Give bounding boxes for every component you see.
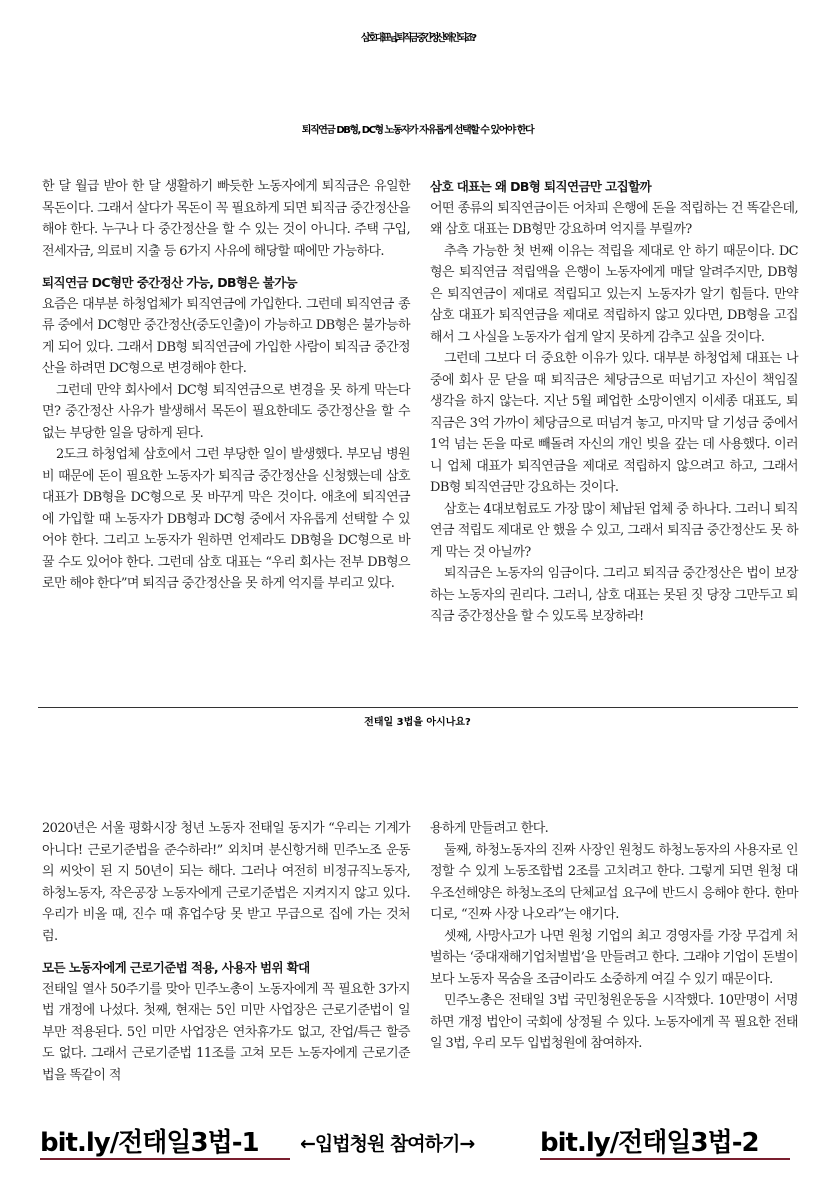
article2-left-column bbox=[42, 818, 410, 1086]
petition-link-2[interactable]: bit.ly/전태일3법-2 bbox=[540, 1128, 759, 1158]
petition-link-1[interactable]: bit.ly/전태일3법-1 bbox=[40, 1128, 259, 1158]
body-paragraph: 민주노총은 전태일 3법 국민청원운동을 시작했다. 10만명이 서명하면 개정 법안이 국회에 상정될 수 있다. 노동자에게 꼭 필요한 전태일 3법, 우리 모두 입법청원에 참여하자. bbox=[430, 993, 798, 1051]
body-paragraph: 2도크 하청업체 삼호에서 그런 부당한 일이 발생했다. 부모님 병원비 때문에 돈이 필요한 노동자가 퇴직금 중간정산을 신청했는데 삼호 대표가 DB형을 DC형으로 못 바꾸게 막은 것이다. 애초에 퇴직연금에 가입할 때 노동자가 DB형과 DC형 중에서 자유롭게 선택할 수 있어야 한다. 그리고 노동자가 원하면 언제라도 DB형을 DC형으로 바꿀 수도 있어야 한다. 그런데 삼호 대표는 “우리 회사는 전부 DB형으로만 해야 한다”며 퇴직금 중간정산을 못 하게 억지를 부리고 있다. bbox=[42, 447, 410, 591]
body-paragraph: 한 달 월급 받아 한 달 생활하기 빠듯한 노동자에게 퇴직금은 유일한 목돈이다. 그래서 살다가 목돈이 꼭 필요하게 되면 퇴직금 중간정산을 해야 한다. 누구나 다 중간정산을 할 수 있는 것이 아니다. 주택 구입, 전세자금, 의료비 지출 등 6가지 사유에 해당할 때에만 가능하다. bbox=[42, 179, 410, 259]
section-divider bbox=[38, 707, 798, 708]
body-paragraph: 둘째, 하청노동자의 진짜 사장인 원청도 하청노동자의 사용자로 인정할 수 있게 노동조합법 2조를 고치려고 한다. 그렇게 되면 원청 대우조선해양은 하청노조의 단체교섭 요구에 반드시 응해야 한다. 한마디로, “진짜 사장 나오라”는 얘기다. bbox=[430, 842, 798, 922]
body-paragraph: 그런데 그보다 더 중요한 이유가 있다. 대부분 하청업체 대표는 나중에 회사 문 닫을 때 퇴직금은 체당금으로 떠넘기고 자신이 책임질 생각을 하지 않는다. 지난 5월 폐업한 소망이엔지 이세종 대표도, 퇴직금은 3억 가까이 체당금으로 떠넘겨 놓고, 마지막 달 기성금 중에서 1억 넘는 돈을 따로 빼돌려 자신의 개인 빚을 갚는 데 사용했다. 이러니 업체 대표가 퇴직연금을 제대로 적립하지 않으려고 하고, 그래서 DB형 퇴직연금만 강요하는 것이다. bbox=[430, 351, 798, 495]
body-paragraph: 그런데 만약 회사에서 DC형 퇴직연금으로 변경을 못 하게 막는다면? 중간정산 사유가 발생해서 목돈이 필요한데도 중간정산을 할 수 없는 부당한 일을 당하게 된다. bbox=[42, 382, 410, 441]
body-paragraph: 추측 가능한 첫 번째 이유는 적립을 제대로 안 하기 때문이다. DC형은 퇴직연금 적립액을 은행이 노동자에게 매달 알려주지만, DB형은 퇴직연금이 제대로 적립되고 있는지 노동자가 알기 힘들다. 만약 삼호 대표가 퇴직연금을 제대로 적립하지 않고 있다면, DB형을 고집해서 그 사실을 노동자가 쉽게 알지 못하게 감추고 싶을 것이다. bbox=[430, 243, 798, 345]
link-2-underline bbox=[540, 1158, 790, 1160]
article2-headline: 전태일 3법을 아시나요? bbox=[364, 717, 471, 728]
footer-bar bbox=[0, 1123, 835, 1167]
article2-right-column bbox=[430, 818, 798, 1055]
body-paragraph: 셋째, 사망사고가 나면 원청 기업의 최고 경영자를 가장 무겁게 처벌하는 ‘중대재해기업처벌법’을 만들려고 한다. 그래야 기업이 돈벌이보다 노동자 목숨을 조금이라도 소중하게 여길 수 있기 때문이다. bbox=[430, 928, 798, 987]
article1-left-column bbox=[42, 176, 410, 595]
body-paragraph: 퇴직금은 노동자의 임금이다. 그리고 퇴직금 중간정산은 법이 보장하는 노동자의 권리다. 그러니, 삼호 대표는 못된 짓 당장 그만두고 퇴직금 중간정산을 할 수 있도록 보장하라! bbox=[430, 566, 798, 624]
body-paragraph: 용하게 만들려고 한다. bbox=[430, 821, 549, 836]
petition-call-to-action: ←입법청원 참여하기→ bbox=[300, 1133, 475, 1155]
body-paragraph: 어떤 종류의 퇴직연금이든 어차피 은행에 돈을 적립하는 건 똑같은데, 왜 삼호 대표는 DB형만 강요하며 억지를 부릴까? bbox=[430, 200, 798, 237]
body-paragraph: 전태일 열사 50주기를 맞아 민주노총이 노동자에게 꼭 필요한 3가지 법 개정에 나섰다. 첫째, 현재는 5인 미만 사업장은 근로기준법이 일부만 적용된다. 5인 미만 사업장은 연차휴가도 없고, 잔업/특근 할증도 없다. 그래서 근로기준법 11조를 고쳐 모든 노동자에게 근로기준법을 똑같이 적 bbox=[42, 981, 410, 1083]
body-paragraph: 삼호는 4대보험료도 가장 많이 체납된 업체 중 하나다. 그러니 퇴직연금 적립도 제대로 안 했을 수 있고, 그래서 퇴직금 중간정산도 못 하게 막는 것 아닐까? bbox=[430, 501, 798, 560]
link-1-underline bbox=[40, 1158, 290, 1160]
article1-right-column bbox=[430, 176, 798, 628]
article1-headline: 삼호 대표님, 퇴직금 중간정산 왜 안 되죠? bbox=[360, 33, 475, 44]
section-subheading: 삼호 대표는 왜 DB형 퇴직연금만 고집할까 bbox=[430, 179, 652, 194]
article1-subheadline: 퇴직연금 DB형, DC형 노동자가 자유롭게 선택할 수 있어야 한다 bbox=[301, 125, 534, 136]
section-subheading: 퇴직연금 DC형만 중간정산 가능, DB형은 불가능 bbox=[42, 275, 298, 290]
section-subheading: 모든 노동자에게 근로기준법 적용, 사용자 범위 확대 bbox=[42, 960, 310, 975]
body-paragraph: 2020년은 서울 평화시장 청년 노동자 전태일 동지가 “우리는 기계가 아니다! 근로기준법을 준수하라!” 외치며 분신항거해 민주노조 운동의 씨앗이 된 지 50년이 되는 해다. 그러나 여전히 비정규직노동자, 하청노동자, 작은공장 노동자에게 근로기준법은 지켜지지 않고 있다. 우리가 비올 때, 진수 때 휴업수당 못 받고 무급으로 집에 가는 것처럼. bbox=[42, 821, 410, 944]
body-paragraph: 요즘은 대부분 하청업체가 퇴직연금에 가입한다. 그런데 퇴직연금 종류 중에서 DC형만 중간정산(중도인출)이 가능하고 DB형은 불가능하게 되어 있다. 그래서 DB형 퇴직연금에 가입한 사람이 퇴직금 중간정산을 하려면 DC형으로 변경해야 한다. bbox=[42, 296, 410, 376]
